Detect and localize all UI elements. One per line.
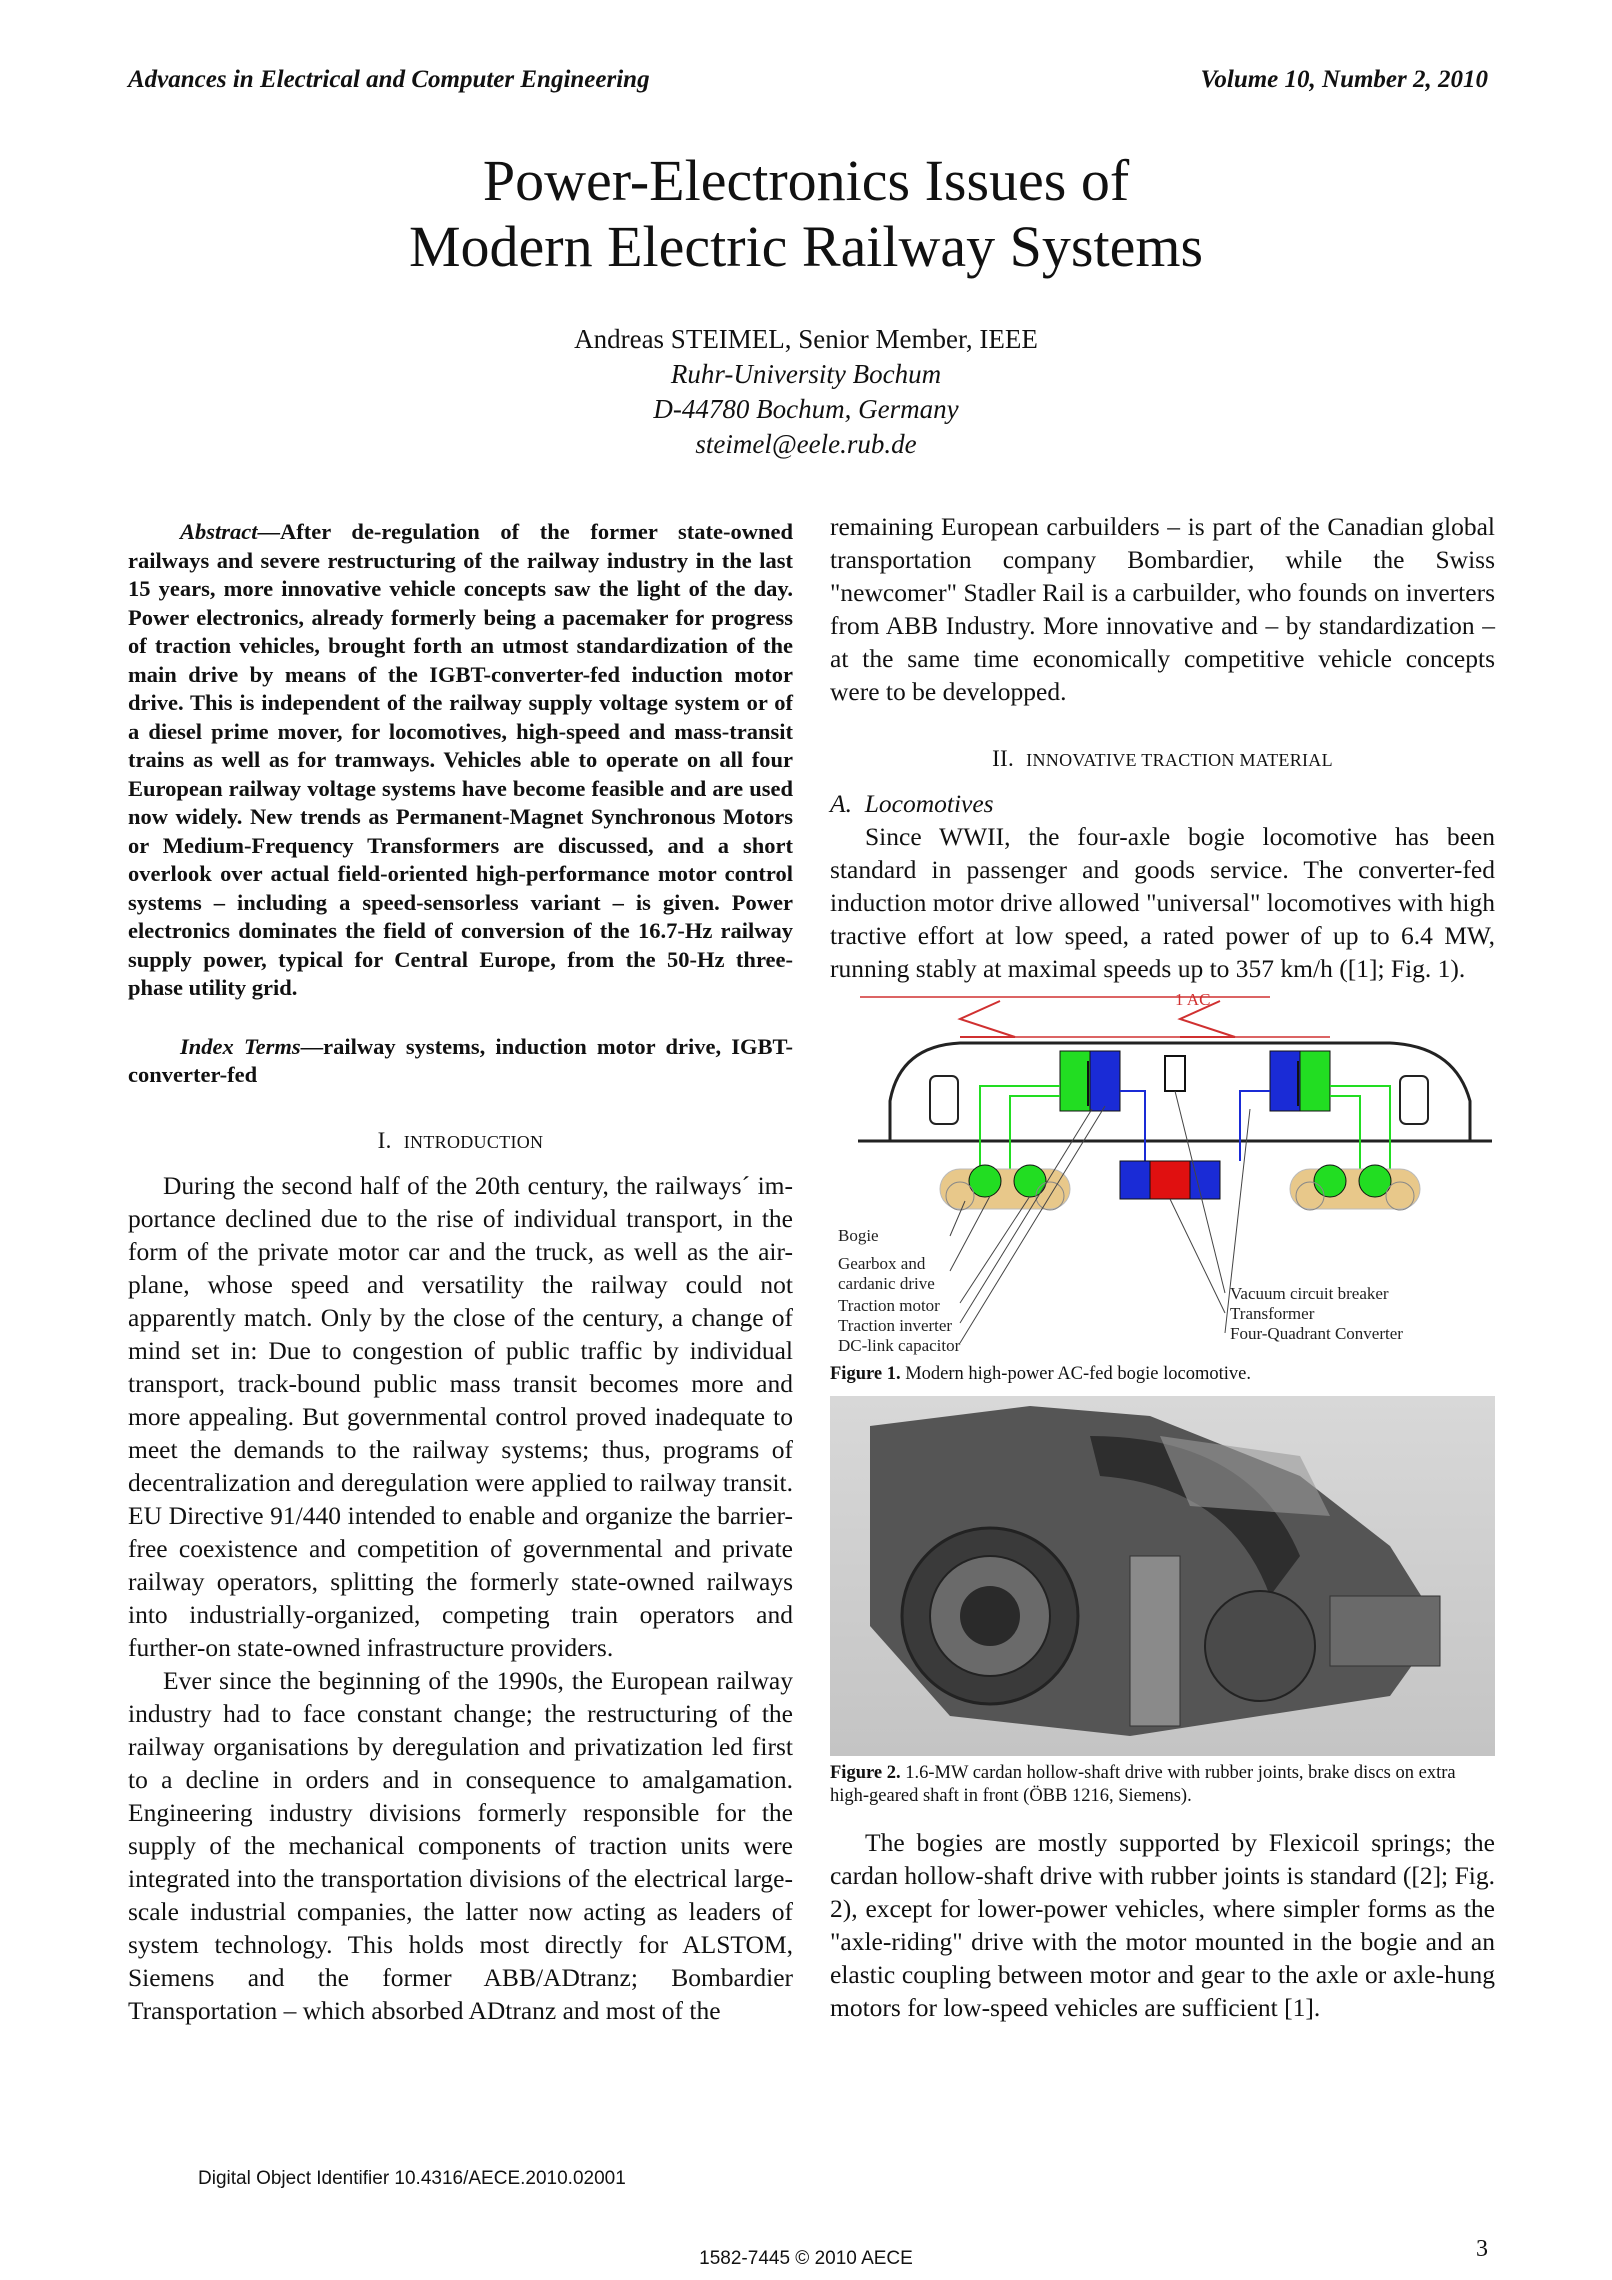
label-transformer: Transformer <box>1230 1304 1315 1323</box>
cab-window-left <box>930 1076 958 1124</box>
label-vacuum-circuit-breaker: Vacuum circuit breaker <box>1230 1284 1389 1303</box>
gear-unit <box>1330 1596 1440 1666</box>
left-column <box>128 518 793 2027</box>
figure-2-caption-text: 1.6-MW cardan hollow-shaft drive with rubber joints, brake discs on extra high-geared shaft in front (ÖBB 1216, Siemens). <box>830 1763 1456 1806</box>
traction-motor-3 <box>1314 1165 1346 1197</box>
vacuum-circuit-breaker <box>1165 1056 1185 1091</box>
intro-paragraph-2-continued: remaining European carbuilders – is part of the Canadian global transportation company Bombardier, while the Swiss "newcomer" Stadler Rail is a carbuilder, who founds on inverters from ABB Industry. More innovative and – by standardization – at the same time economically competitive vehicle concepts were to be developped. <box>830 512 1495 706</box>
title-line-1: Power-Electronics Issues of <box>482 148 1130 213</box>
supply-label: 1 AC <box>1175 991 1211 1009</box>
section-2-title: INNOVATIVE TRACTION MATERIAL <box>1026 750 1333 770</box>
figure-1-caption-text: Modern high-power AC-fed bogie locomotive. <box>900 1364 1251 1384</box>
transformer-left-winding <box>1120 1161 1150 1199</box>
author-email: steimel@eele.rub.de <box>695 429 917 459</box>
figure-1-locomotive-diagram <box>830 991 1495 1359</box>
intro-paragraph-2: Ever since the beginning of the 1990s, the European railway industry had to face constant change; the restructuring of the railway organisations by deregulation and privatization led first to a decline in orders and in consequence to amalgamation. Engineering industry divisions formerly responsible for the supply of the mechanical components of traction units were integrated into the transportation divisions of the electrical large-scale industrial companies, the latter now acting as leaders of system technology. This holds most directly for ALSTOM, Siemens and the former ABB/ADtranz; Bombardier Transportation – which absorbed ADtranz and most of the <box>128 1665 793 2025</box>
four-quadrant-converter-left <box>1060 1051 1090 1111</box>
motor-feed-4 <box>1330 1096 1360 1171</box>
abstract <box>128 518 793 1003</box>
figure-2-drive-photo <box>830 1396 1495 1756</box>
author-block <box>0 322 1612 462</box>
transformer-feed-left <box>1120 1091 1145 1161</box>
transformer-core <box>1150 1161 1190 1199</box>
brake-disc <box>1205 1591 1315 1701</box>
label-gearbox: Gearbox and <box>838 1254 926 1273</box>
cab-window-right <box>1400 1076 1428 1124</box>
figure-1-caption-label: Figure 1. <box>830 1364 901 1384</box>
abstract-text: —After de-regulation of the former state-owned railways and severe restructuring of the railway industry in the last 15 years, more innovative vehicle concepts saw the light of the day. Power electronics, already formerly being a pacemaker for progress of traction vehicles, brought forth an utmost standardization of the main drive by means of the IGBT-converter-fed induction motor drive. This is independent of the railway supply voltage system or of a diesel prime mover, for locomotives, high-speed and mass-transit trains as well as for tramways. Vehicles able to operate on all four European railway voltage systems have become feasible and are used now widely. New trends as Permanent-Magnet Synchronous Motors or Medium-Frequency Transformers are discussed, and a short overlook over actual field-oriented high-performance motor control systems – including a speed-sensorless variant – is given. Power electronics dominates the field of conversion of the 16.7-Hz railway supply power, typical for Central Europe, from the 50-Hz three-phase utility grid. <box>128 519 793 1000</box>
section-1-title: INTRODUCTION <box>403 1131 544 1152</box>
traction-inverter-right <box>1270 1051 1300 1111</box>
figure-2-caption <box>830 1762 1495 1808</box>
author-name: Andreas STEIMEL, Senior Member, IEEE <box>574 324 1038 354</box>
page-number: 3 <box>1476 2236 1488 2262</box>
paper-title <box>0 148 1612 280</box>
label-dc-link-capacitor: DC-link capacitor <box>838 1336 961 1355</box>
four-quadrant-converter-right <box>1300 1051 1330 1111</box>
volume-info: Volume 10, Number 2, 2010 <box>1200 66 1488 93</box>
doi: Digital Object Identifier 10.4316/AECE.2010.02001 <box>198 2168 626 2189</box>
issn-copyright: 1582-7445 © 2010 AECE <box>699 2248 913 2269</box>
bogie-right <box>1290 1169 1420 1209</box>
figure-2-caption-label: Figure 2. <box>830 1763 901 1783</box>
leader-lines <box>950 1091 1250 1343</box>
section-1-heading <box>128 1124 793 1159</box>
subsection-a-title: Locomotives <box>864 789 994 818</box>
index-terms <box>128 1033 793 1090</box>
label-cardanic-drive: cardanic drive <box>838 1274 935 1293</box>
subsection-a-heading <box>830 787 1495 820</box>
index-terms-text: —railway systems, induction motor drive, IGBT-converter-fed <box>128 1033 793 1087</box>
transformer-feed-right <box>1240 1091 1270 1161</box>
transformer-right-winding <box>1190 1161 1220 1199</box>
traction-inverter-left <box>1090 1051 1120 1111</box>
section-1-number: I. <box>377 1127 392 1153</box>
intro-paragraph-1: During the second half of the 20th century, the railways´ im-portance declined due to the rise of individual transport, in the form of the private motor car and the truck, as well as the air- plane, whose speed and versatility the railway could not apparently match. Only by the close of the century, a change of mind set in: Due to congestion of public traffic by individual transport, track-bound public mass transit becomes more and more appealing. But governmental control proved inadequate to meet the demands to the railway systems; thus, programs of decentralization and deregulation were applied to railway transit. EU Directive 91/440 intended to enable and organize the barrier-free coexistence and competition of governmental and private railway operators, splitting the formerly state-owned railways into industrially-organized, competing train operators and further-on state-owned infrastructure providers. <box>128 1170 793 1662</box>
bogie-left <box>940 1169 1070 1209</box>
subsection-a-label: A. <box>830 789 852 818</box>
motor-feed-2 <box>1010 1096 1060 1171</box>
author-affiliation: Ruhr-University Bochum <box>670 359 942 389</box>
motor-feed-1 <box>980 1086 1060 1171</box>
author-address: D-44780 Bochum, Germany <box>653 394 959 424</box>
section-2-number: II. <box>992 746 1015 771</box>
title-line-2: Modern Electric Railway Systems <box>408 214 1204 279</box>
locomotives-paragraph-2: The bogies are mostly supported by Flexicoil springs; the cardan hollow-shaft drive with rubber joints is standard ([2]; Fig. 2), except for lower-power vehicles, where simpler forms as the "axle-riding" drive with the motor mounted in the bogie and an elastic coupling between motor and gear to the axle or axle-hung motors for low-speed vehicles are sufficient [1]. <box>830 1828 1495 2022</box>
index-terms-label: Index Terms <box>180 1033 301 1059</box>
pantograph-left <box>960 1001 1015 1037</box>
right-column <box>830 510 1495 2024</box>
label-traction-motor: Traction motor <box>838 1296 940 1315</box>
abstract-label: Abstract <box>180 519 258 544</box>
support-arm <box>1130 1556 1180 1726</box>
label-four-quadrant-converter: Four-Quadrant Converter <box>1230 1324 1403 1343</box>
locomotives-paragraph-1: Since WWII, the four-axle bogie locomotive has been standard in passenger and goods service. The converter-fed induction motor drive allowed "universal" locomotives with high tractive effort at low speed, a rated power of up to 6.4 MW, running stably at maximal speeds up to 357 km/h ([1]; Fig. 1). <box>830 822 1495 983</box>
figure-1-caption <box>830 1363 1495 1386</box>
label-bogie: Bogie <box>838 1226 879 1245</box>
label-traction-inverter: Traction inverter <box>838 1316 953 1335</box>
shaft-hub <box>960 1586 1020 1646</box>
section-2-heading <box>830 742 1495 777</box>
journal-name: Advances in Electrical and Computer Engineering <box>128 66 650 93</box>
